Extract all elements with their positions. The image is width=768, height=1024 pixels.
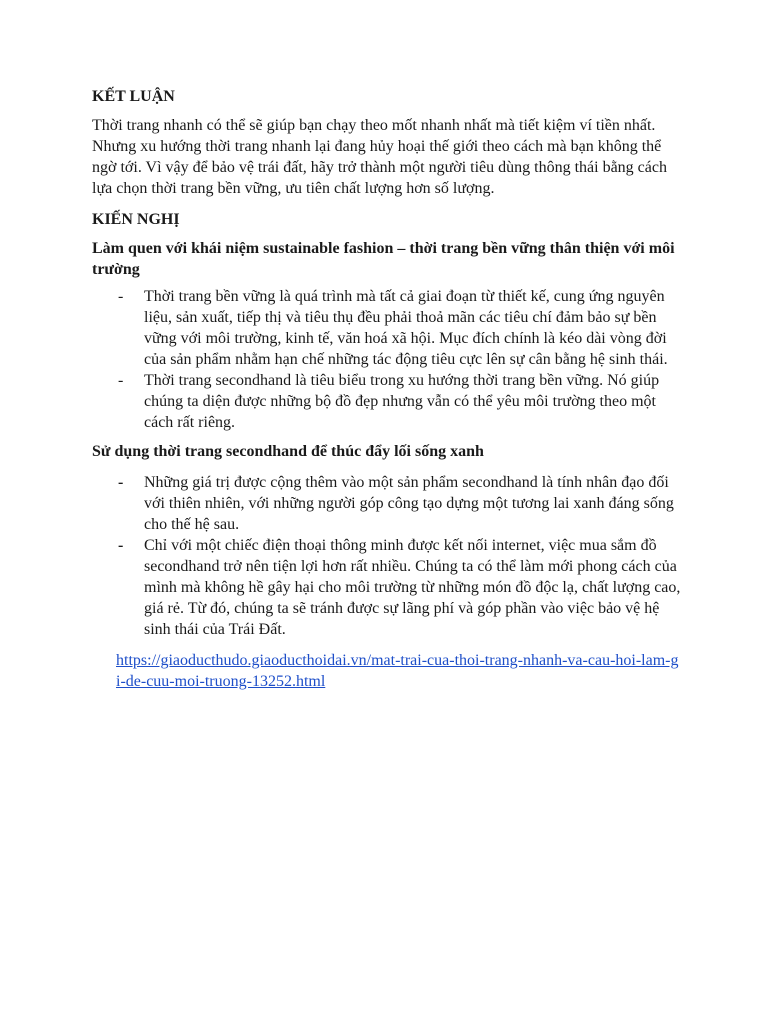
conclusion-paragraph: Thời trang nhanh có thể sẽ giúp bạn chạy theo mốt nhanh nhất mà tiết kiệm ví tiền nhất. Nhưng xu hướng thời trang nhanh lại đang hủy hoại thế giới theo cách mà bạn không thể ngờ tới. Vì vậy để bảo vệ trái đất, hãy trở thành một người tiêu dùng thông thái bằng cách lựa chọn thời trang bền vững, ưu tiên chất lượng hơn số lượng. (92, 117, 667, 197)
list-item (92, 535, 682, 640)
document-page (92, 86, 682, 692)
list-item-text: Chỉ với một chiếc điện thoại thông minh được kết nối internet, việc mua sắm đồ secondhand trở nên tiện lợi hơn rất nhiều. Chúng ta có thể làm mới phong cách của mình mà không hề gây hại cho môi trường từ những món đồ độc lạ, chất lượng cao, giá rẻ. Từ đó, chúng ta sẽ tránh được sự lãng phí và góp phần vào việc bảo vệ hệ sinh thái của Trái Đất. (144, 537, 681, 638)
section-1-bullet-list (92, 286, 682, 433)
list-item (92, 370, 682, 433)
list-item-text: Thời trang secondhand là tiêu biểu trong xu hướng thời trang bền vững. Nó giúp chúng ta diện được những bộ đồ đẹp nhưng vẫn có thể yêu môi trường theo một cách rất riêng. (144, 372, 660, 431)
list-item (92, 286, 682, 370)
recommendation-heading: KIẾN NGHỊ (92, 211, 180, 228)
bullet-dash: - (118, 537, 124, 554)
list-item-text: Thời trang bền vững là quá trình mà tất cả giai đoạn từ thiết kế, cung ứng nguyên liệu, sản xuất, tiếp thị và tiêu thụ đều phải thoả mãn các tiêu chí đảm bảo sự bền vững với môi trường, kinh tế, văn hoá xã hội. Mục đích chính là kéo dài vòng đời của sản phẩm nhằm hạn chế những tác động tiêu cực lên sự cân bằng hệ sinh thái. (144, 288, 668, 368)
conclusion-heading: KẾT LUẬN (92, 88, 175, 105)
source-link[interactable]: https://giaoducthudo.giaoducthoidai.vn/mat-trai-cua-thoi-trang-nhanh-va-cau-hoi-lam-gi-de-cuu-moi-truong-13252.html (116, 652, 679, 690)
bullet-dash: - (118, 372, 124, 389)
section-1-title: Làm quen với khái niệm sustainable fashion – thời trang bền vững thân thiện với môi trường (92, 240, 675, 278)
bullet-dash: - (118, 288, 124, 305)
bullet-dash: - (118, 474, 124, 491)
section-2-bullet-list (92, 472, 682, 640)
section-2-title: Sử dụng thời trang secondhand để thúc đẩy lối sống xanh (92, 443, 484, 460)
list-item (92, 472, 682, 535)
list-item-text: Những giá trị được cộng thêm vào một sản phẩm secondhand là tính nhân đạo đối với thiên nhiên, với những người góp công tạo dựng một tương lai xanh đáng sống cho thế hệ sau. (144, 474, 674, 533)
